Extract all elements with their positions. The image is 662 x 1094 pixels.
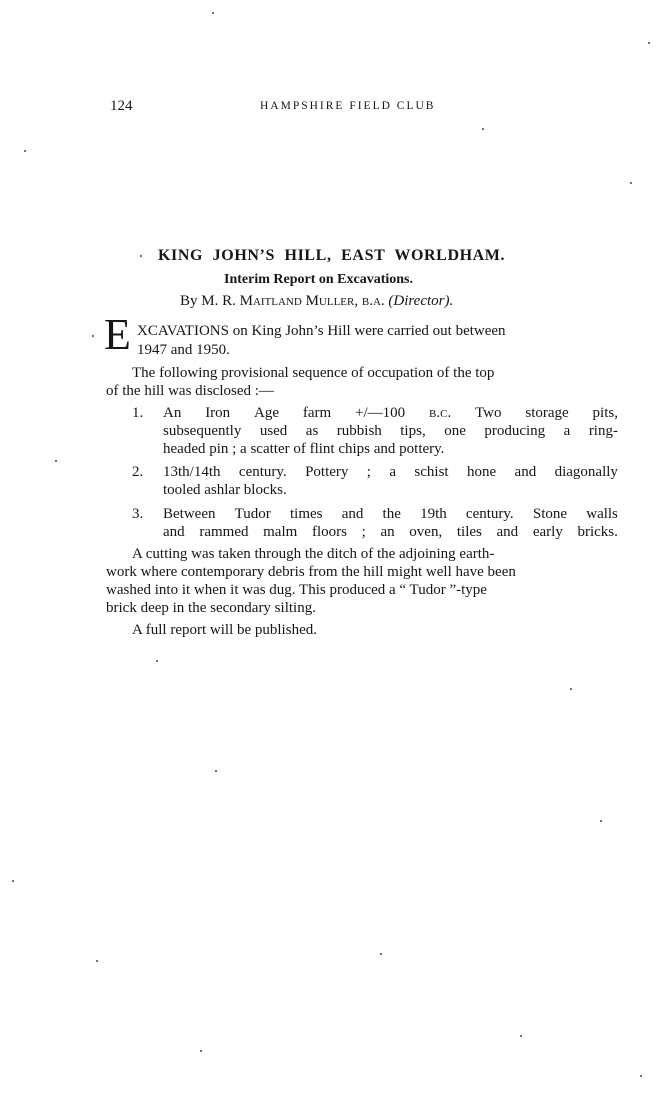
word: malm [263, 524, 298, 540]
word: one [444, 423, 466, 439]
word: Between [163, 506, 216, 522]
list-item-body [163, 463, 618, 499]
word: an [380, 524, 395, 540]
word: storage [525, 405, 569, 421]
list-item-line [163, 404, 618, 422]
scan-speck [630, 182, 632, 184]
word: and [163, 524, 185, 540]
article-title: KING JOHN’S HILL, EAST WORLDHAM. [158, 247, 506, 264]
word: tips, [400, 423, 426, 439]
list-item-line: headed pin ; a scatter of flint chips and pottery. [163, 441, 445, 457]
word: subsequently [163, 423, 242, 439]
paragraph-1-line-2: 1947 and 1950. [137, 342, 230, 358]
list-item-line [163, 422, 618, 440]
paragraph-4: A full report will be published. [132, 622, 317, 638]
word: 13th/14th [163, 464, 221, 480]
byline-separator: , [354, 293, 362, 309]
word: early [532, 524, 563, 540]
word: b.c. [429, 405, 452, 421]
word: ring- [588, 423, 618, 439]
word: farm [302, 405, 332, 421]
word: used [259, 423, 288, 439]
word: producing [484, 423, 546, 439]
scan-speck [380, 953, 382, 955]
scan-speck [215, 770, 217, 772]
word: tiles [456, 524, 482, 540]
running-head: HAMPSHIRE FIELD CLUB [260, 100, 436, 112]
word: 19th [420, 506, 447, 522]
scan-speck [24, 150, 26, 152]
word: rammed [199, 524, 249, 540]
word: Two [475, 405, 502, 421]
word: Tudor [234, 506, 271, 522]
word: +/—100 [355, 405, 406, 421]
word: times [290, 506, 323, 522]
word: the [382, 506, 401, 522]
word: Iron [205, 405, 231, 421]
list-item-line: tooled ashlar blocks. [163, 482, 287, 498]
byline [180, 293, 453, 310]
list-item-line [163, 505, 618, 523]
scan-speck [92, 335, 94, 337]
page-header [110, 98, 620, 120]
word: ; [366, 464, 371, 480]
word: floors [311, 524, 347, 540]
author-role: (Director). [384, 293, 454, 309]
word: as [305, 423, 319, 439]
list-item-body [163, 404, 618, 458]
scan-speck [640, 1075, 642, 1077]
paragraph-3-line-3: washed into it when it was dug. This produced a “ Tudor ”-type [106, 582, 487, 598]
word: hone [466, 464, 497, 480]
scan-speck [156, 660, 158, 662]
paragraph-2-line-2: of the hill was disclosed :— [106, 383, 274, 399]
paragraph-1-line-1: XCAVATIONS on King John’s Hill were carried out between [137, 323, 506, 339]
scan-speck [520, 1035, 522, 1037]
list-item-number: 2. [132, 464, 144, 480]
scan-speck [12, 880, 14, 882]
page-number: 124 [110, 98, 133, 114]
word: Age [254, 405, 280, 421]
byline-prefix: By M. R. [180, 293, 240, 309]
author-degree: b.a. [361, 293, 385, 309]
scan-speck [140, 255, 142, 257]
word: Stone [532, 506, 568, 522]
list-item-body [163, 505, 618, 541]
word: and [341, 506, 364, 522]
word: a [389, 464, 397, 480]
word: ; [361, 524, 366, 540]
scan-speck [55, 460, 57, 462]
drop-cap: E [104, 310, 131, 359]
scan-speck [482, 128, 484, 130]
word: diagonally [554, 464, 618, 480]
scan-speck [600, 820, 602, 822]
word: bricks. [577, 524, 618, 540]
list-item-number: 3. [132, 506, 144, 522]
word: oven, [409, 524, 443, 540]
word: rubbish [336, 423, 382, 439]
word: An [163, 405, 182, 421]
word: Pottery [305, 464, 349, 480]
author-name: Maitland Muller [239, 293, 355, 309]
list-item-line [163, 523, 618, 541]
paragraph-3-line-4: brick deep in the secondary silting. [106, 600, 316, 616]
word: century. [238, 464, 287, 480]
scan-speck [648, 42, 650, 44]
word: and [514, 464, 537, 480]
list-item-line [163, 463, 618, 481]
word: pits, [592, 405, 618, 421]
scan-speck [96, 960, 98, 962]
list-item-number: 1. [132, 405, 144, 421]
scan-speck [570, 688, 572, 690]
paragraph-3-line-1: A cutting was taken through the ditch of the adjoining earth- [132, 546, 495, 562]
paragraph-2-line-1: The following provisional sequence of occupation of the top [132, 365, 495, 381]
scan-speck [200, 1050, 202, 1052]
scan-speck [212, 12, 214, 14]
word: century. [465, 506, 514, 522]
word: walls [586, 506, 618, 522]
word: a [563, 423, 571, 439]
article-subtitle: Interim Report on Excavations. [224, 272, 413, 287]
word: and [496, 524, 519, 540]
paragraph-3-line-2: work where contemporary debris from the hill might well have been [106, 564, 516, 580]
paragraph-3 [106, 545, 618, 617]
word: schist [414, 464, 449, 480]
